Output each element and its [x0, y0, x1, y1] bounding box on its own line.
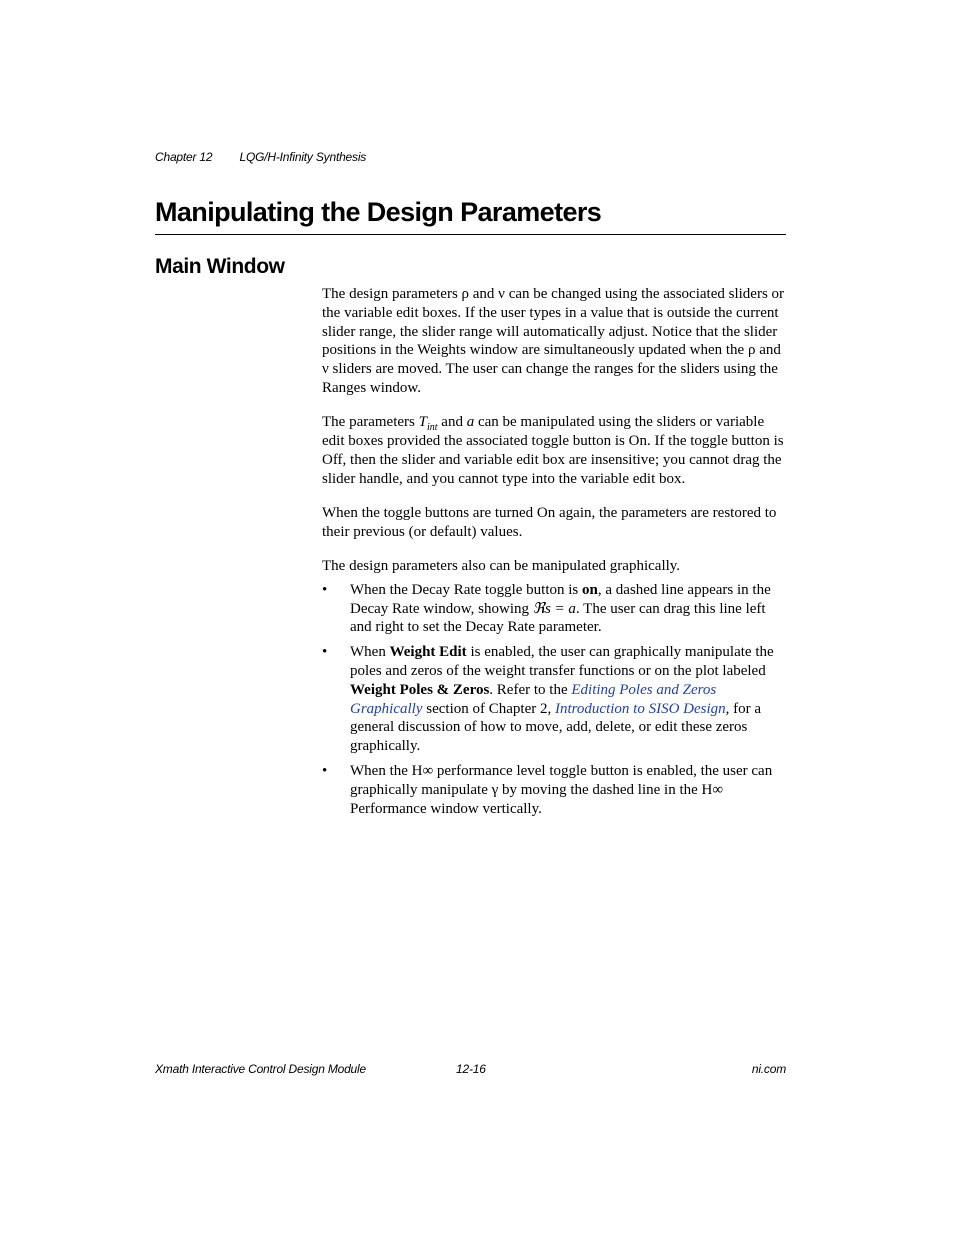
body-column	[322, 285, 786, 824]
variable-a: a	[466, 414, 475, 431]
running-header	[155, 150, 366, 164]
para2-text-a: The parameters	[322, 414, 419, 431]
tint-subscript: int	[426, 422, 438, 434]
paragraph-design-parameters: The design parameters ρ and ν can be changed using the associated sliders or the variable edit boxes. If the user types in a value that is outside the current slider range, the slider range will automatically adjust. Notice that the slider positions in the Weights window are simultaneously updated when the ρ and ν sliders are moved. The user can change the ranges for the sliders using the Ranges window.	[322, 286, 785, 396]
bold-weight-poles-zeros: Weight Poles & Zeros	[350, 681, 490, 698]
chapter-title: LQG/H-Infinity Synthesis	[239, 150, 367, 164]
footer-product-name: Xmath Interactive Control Design Module	[155, 1062, 366, 1076]
page-title: Manipulating the Design Parameters	[155, 196, 786, 235]
list-item: • When Weight Edit is enabled, the user can graphically manipulate the poles and zeros of the weight transfer functions or on the plot labeled Weight Poles & Zeros. Refer to the Editing Poles and Zeros Graphically section of Chapter 2, Introduction to SISO Design, for a general discussion of how to move, add, delete, or edit these zeros graphically.	[322, 644, 774, 755]
link-intro-siso-design[interactable]: Introduction to SISO Design	[554, 700, 726, 717]
decay-formula: ℜs = a	[532, 600, 576, 617]
link-editing-poles-zeros[interactable]: Editing Poles and Zeros Graphically	[350, 681, 717, 717]
bullet-marker: •	[322, 763, 328, 780]
bullet-list	[322, 581, 786, 819]
paragraph-tint-parameters	[322, 413, 786, 488]
paragraph-graphical: The design parameters also can be manipulated graphically.	[322, 558, 681, 575]
bold-on: on	[582, 581, 598, 598]
footer-page-number: 12-16	[456, 1062, 486, 1076]
para2-text-b: and	[437, 414, 467, 431]
bullet-marker: •	[322, 581, 328, 598]
para2-text-c: can be manipulated using the sliders or variable edit boxes provided the associated toggle button is On. If the toggle button is Off, then the slider and variable edit box are insensitive; you cannot drag the slider handle, and you cannot type into the variable edit box.	[322, 414, 784, 487]
bold-weight-edit: Weight Edit	[389, 644, 467, 661]
paragraph-toggle-restore: When the toggle buttons are turned On again, the parameters are restored to their previous (or default) values.	[322, 504, 777, 540]
list-item: • When the Decay Rate toggle button is on, a dashed line appears in the Decay Rate window, showing ℜs = a. The user can drag this line left and right to set the Decay Rate parameter.	[322, 581, 771, 636]
chapter-number: Chapter 12	[155, 150, 213, 164]
footer-website: ni.com	[751, 1062, 786, 1076]
tint-symbol: $T_{int}$	[418, 414, 438, 434]
section-heading: Main Window	[155, 255, 285, 278]
bullet-marker: •	[322, 644, 328, 661]
list-item	[322, 762, 786, 818]
bullet3-text: When the H∞ performance level toggle button is enabled, the user can graphically manipulate γ by moving the dashed line in the H∞ Performance window vertically.	[350, 763, 773, 817]
